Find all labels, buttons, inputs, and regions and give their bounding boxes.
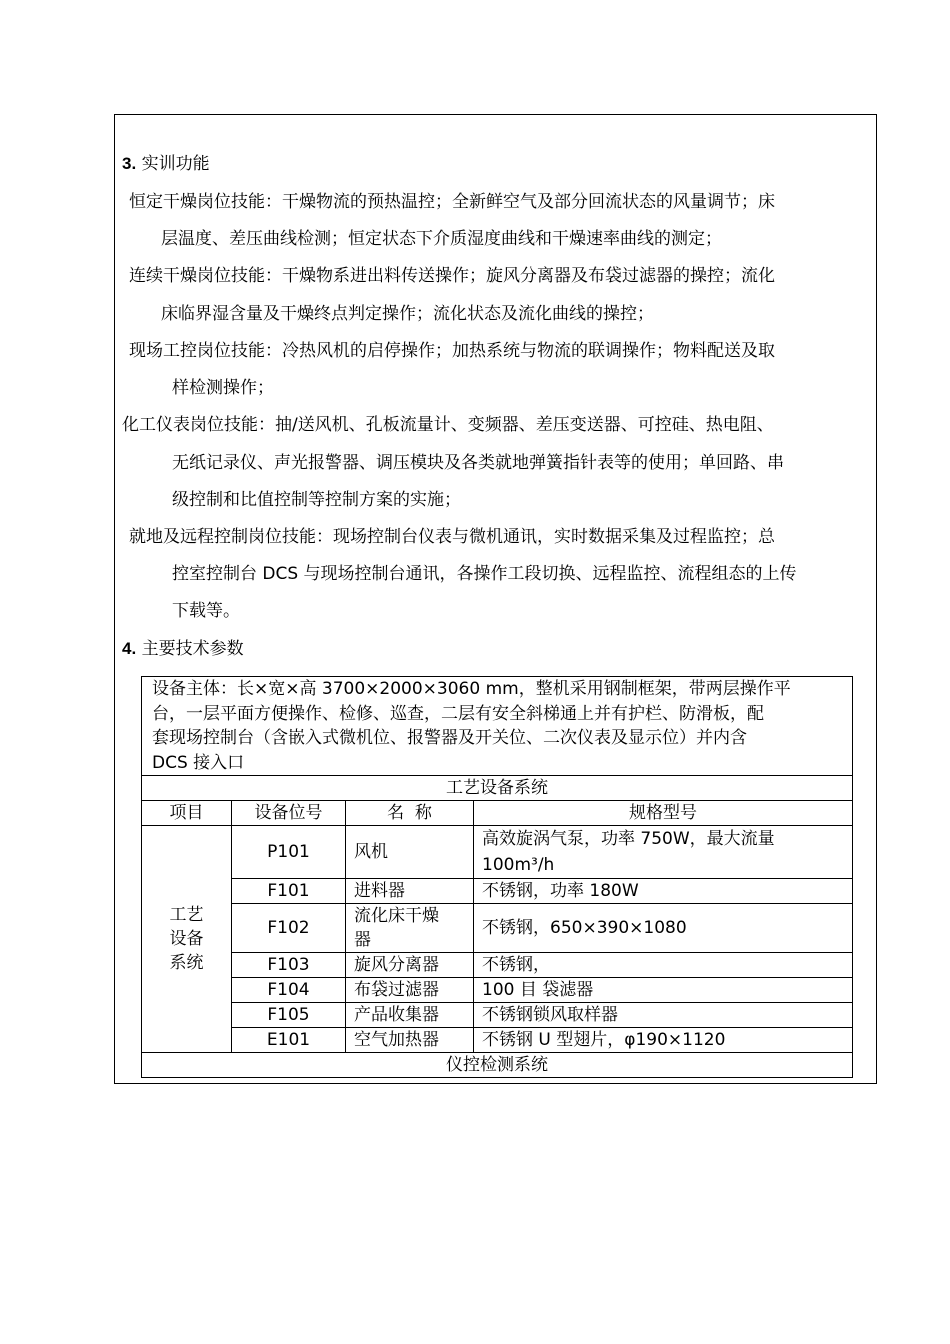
tech-params-table [141,676,853,1078]
group-label-cell [142,826,232,1053]
skill-3-line-2: 样检测操作； [172,378,274,398]
section-4-title: 主要技术参数 [141,639,244,659]
row-spec-line-1: 高效旋涡气泵，功率 750W，最大流量 [482,829,775,849]
header-row [142,801,853,826]
row-code: F101 [232,879,346,904]
skill-2-line-2: 床临界湿含量及干燥终点判定操作；流化状态及流化曲线的操控； [161,304,654,324]
group-title: 工艺设备系统 [142,776,853,801]
skill-5-line-3: 下载等。 [172,601,240,621]
intro-cell [142,677,853,776]
row-name-line-1: 流化床干燥 [354,906,439,926]
skill-4-line-3: 级控制和比值控制等控制方案的实施； [172,490,461,510]
header-name: 名 称 [346,801,474,826]
row-code: F103 [232,953,346,978]
row-name [346,904,474,953]
intro-row [142,677,853,776]
row-code: F105 [232,1003,346,1028]
skill-1-line-1: 恒定干燥岗位技能：干燥物流的预热温控；全新鲜空气及部分回流状态的风量调节；床 [129,192,775,212]
group-label-line-3: 系统 [169,953,204,973]
group-label-line-2: 设备 [169,929,204,949]
footer-title: 仪控检测系统 [142,1053,853,1078]
row-name: 进料器 [346,879,474,904]
section-3-number: 3. [122,154,137,173]
skill-5-line-2: 控室控制台 DCS 与现场控制台通讯，各操作工段切换、远程监控、流程组态的上传 [172,564,797,584]
section-4-number: 4. [122,639,137,658]
group-label-line-1: 工艺 [169,905,204,925]
skill-4-line-1: 化工仪表岗位技能：抽/送风机、孔板流量计、变频器、差压变送器、可控硅、热电阻、 [122,415,774,435]
section-3-title: 实训功能 [141,154,210,174]
row-code: E101 [232,1028,346,1053]
skill-1-line-2: 层温度、差压曲线检测；恒定状态下介质湿度曲线和干燥速率曲线的测定； [161,229,722,249]
intro-line-4: DCS 接入口 [152,752,245,773]
table-row [142,1003,853,1028]
row-code: F102 [232,904,346,953]
header-item: 项目 [142,801,232,826]
footer-title-row [142,1053,853,1078]
row-name: 产品收集器 [346,1003,474,1028]
section-4-heading [122,638,244,660]
intro-line-3: 套现场控制台（含嵌入式微机位、报警器及开关位、二次仪表及显示位）并内含 [152,728,747,748]
table-row [142,904,853,953]
row-name: 旋风分离器 [346,953,474,978]
skill-3-line-1: 现场工控岗位技能：冷热风机的启停操作；加热系统与物流的联调操作；物料配送及取 [129,341,775,361]
table-row [142,826,853,879]
row-name: 布袋过滤器 [346,978,474,1003]
row-code: P101 [232,826,346,879]
intro-line-1: 设备主体：长×宽×高 3700×2000×3060 mm，整机采用钢制框架，带两层操作平 [152,679,791,699]
row-spec [474,826,853,879]
intro-line-2: 台，一层平面方便操作、检修、巡查，二层有安全斜梯通上并有护栏、防滑板，配 [152,703,764,724]
row-spec: 不锈钢锁风取样器 [474,1003,853,1028]
row-name: 风机 [346,826,474,879]
row-spec: 不锈钢 U 型翅片，φ190×1120 [474,1028,853,1053]
table-row [142,1028,853,1053]
row-spec: 不锈钢，功率 180W [474,879,853,904]
skill-5-line-1: 就地及远程控制岗位技能：现场控制台仪表与微机通讯，实时数据采集及过程监控；总 [129,527,775,547]
table-row [142,953,853,978]
table-row [142,879,853,904]
header-spec: 规格型号 [474,801,853,826]
skill-2-line-1: 连续干燥岗位技能：干燥物系进出料传送操作；旋风分离器及布袋过滤器的操控；流化 [129,266,775,286]
row-name: 空气加热器 [346,1028,474,1053]
row-name-line-2: 器 [354,930,371,950]
row-spec: 不锈钢， [474,953,853,978]
table-row [142,978,853,1003]
row-spec-line-2: 100m³/h [482,855,555,875]
section-3-heading [122,153,210,175]
header-code: 设备位号 [232,801,346,826]
row-spec: 不锈钢，650×390×1080 [474,904,853,953]
skill-4-line-2: 无纸记录仪、声光报警器、调压模块及各类就地弹簧指针表等的使用；单回路、串 [172,453,784,473]
group-title-row [142,776,853,801]
row-code: F104 [232,978,346,1003]
row-spec: 100 目 袋滤器 [474,978,853,1003]
